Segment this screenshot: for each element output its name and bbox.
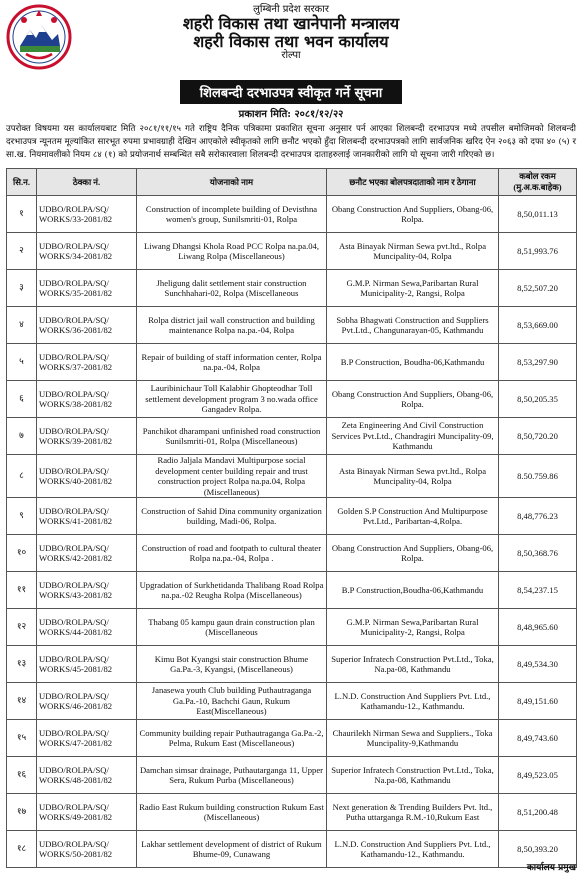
cell-contract-no: UDBO/ROLPA/SQ/ WORKS/36-2081/82 bbox=[37, 307, 137, 344]
cell-amount: 8,51,993.76 bbox=[499, 233, 577, 270]
cell-bidder: Zeta Engineering And Civil Construction Services Pvt.Ltd., Chandragiri Muncipality-09, Kathmandu bbox=[327, 418, 499, 455]
cell-amount: 8,54,237.15 bbox=[499, 572, 577, 609]
cell-amount: 8,48,965.60 bbox=[499, 609, 577, 646]
cell-sn: ४ bbox=[7, 307, 37, 344]
cell-project-name: Radio East Rukum building construction Rukum East (Miscellaneous) bbox=[137, 794, 327, 831]
cell-amount: 8,48,776.23 bbox=[499, 498, 577, 535]
cell-amount: 8,53,669.00 bbox=[499, 307, 577, 344]
table-row bbox=[7, 344, 577, 381]
cell-sn: १३ bbox=[7, 646, 37, 683]
cell-amount: 8,53,297.90 bbox=[499, 344, 577, 381]
cell-project-name: Repair of building of staff information center, Rolpa na.pa.-04, Rolpa bbox=[137, 344, 327, 381]
table-row bbox=[7, 794, 577, 831]
contracts-table bbox=[6, 168, 577, 868]
cell-contract-no: UDBO/ROLPA/SQ/ WORKS/37-2081/82 bbox=[37, 344, 137, 381]
table-row bbox=[7, 196, 577, 233]
cell-bidder: Sobha Bhagwati Construction and Suppliers Pvt.Ltd., Changunarayan-05, Kathmandu bbox=[327, 307, 499, 344]
cell-project-name: Lauribinichaur Toll Kalabhir Ghopteodhar Toll settlement development program 3 no.wada office Gangadev Rolpa. bbox=[137, 381, 327, 418]
cell-sn: ३ bbox=[7, 270, 37, 307]
cell-amount: 8,50,368.76 bbox=[499, 535, 577, 572]
cell-bidder: Obang Construction And Suppliers, Obang-06, Rolpa. bbox=[327, 535, 499, 572]
cell-project-name: Upgradation of Surkhetidanda Thalibang Road Rolpa na.pa.-02 Reugha Rolpa (Miscellaneous) bbox=[137, 572, 327, 609]
table-row bbox=[7, 381, 577, 418]
cell-project-name: Lakhar settlement development of district of Rukum Bhume-09, Cunawang bbox=[137, 831, 327, 868]
table-row bbox=[7, 646, 577, 683]
cell-contract-no: UDBO/ROLPA/SQ/ WORKS/35-2081/82 bbox=[37, 270, 137, 307]
cell-sn: ८ bbox=[7, 455, 37, 498]
cell-project-name: Janasewa youth Club building Puthautraganga Ga.Pa.-10, Bachchi Gaun, Rukum East(Miscellaneous) bbox=[137, 683, 327, 720]
cell-sn: १७ bbox=[7, 794, 37, 831]
col-contract-no: ठेक्का नं. bbox=[37, 169, 137, 196]
cell-amount: 8,50,393.20 bbox=[499, 831, 577, 868]
cell-sn: १२ bbox=[7, 609, 37, 646]
cell-contract-no: UDBO/ROLPA/SQ/ WORKS/49-2081/82 bbox=[37, 794, 137, 831]
cell-project-name: Damchan simsar drainage, Puthautarganga 11, Upper Sera, Rukum Purba (Miscellaneous) bbox=[137, 757, 327, 794]
cell-bidder: Obang Construction And Suppliers, Obang-06, Rolpa. bbox=[327, 381, 499, 418]
nepal-government-emblem-icon bbox=[6, 4, 72, 70]
cell-contract-no: UDBO/ROLPA/SQ/ WORKS/39-2081/82 bbox=[37, 418, 137, 455]
cell-project-name: Rolpa district jail wall construction and building maintenance Rolpa na.pa.-04, Rolpa bbox=[137, 307, 327, 344]
cell-project-name: Construction of Sahid Dina community organization building, Madi-06, Rolpa. bbox=[137, 498, 327, 535]
cell-project-name: Radio Jaljala Mandavi Multipurpose social development center building repair and trust construction project Rolpa na.pa.04, Rolpa (Miscellaneous) bbox=[137, 455, 327, 498]
cell-contract-no: UDBO/ROLPA/SQ/ WORKS/40-2081/82 bbox=[37, 455, 137, 498]
cell-project-name: Thabang 05 kampu gaun drain construction plan (Miscellaneous bbox=[137, 609, 327, 646]
cell-project-name: Panchikot dharampani unfinished road construction Sunilsmriti-01, Rolpa (Miscellaneous) bbox=[137, 418, 327, 455]
cell-project-name: Community building repair Puthautraganga Ga.Pa.-2, Pelma, Rukum East (Miscellaneous) bbox=[137, 720, 327, 757]
cell-project-name: Kimu Bot Kyangsi stair construction Bhume Ga.Pa.-3, Kyangsi, (Miscellaneous) bbox=[137, 646, 327, 683]
cell-project-name: Liwang Dhangsi Khola Road PCC Rolpa na.pa.04, Liwang Rolpa (Miscellaneous) bbox=[137, 233, 327, 270]
table-row bbox=[7, 455, 577, 498]
cell-amount: 8,50,205.35 bbox=[499, 381, 577, 418]
notice-intro: उपरोक्त विषयमा यस कार्यालयबाट मिति २०८१/११/१५ गते राष्ट्रिय दैनिक पत्रिकामा प्रकाशित सूचना अनुसार पर्न आएका शिलबन्दी दरभाउपत्र मध्ये तपसील बमोजिमको शिलबन्दी दरभाउपत्र न्यूनतम मूल्यांकित सारभूत रुपमा प्रभावग्राही देखिन आएकोले स्वीकृतको लागि छनौट भएको हुँदा शिलबन्दी दरभाउपत्रको लागि सार्वजनिक खरिद ऐन २०६३ को दफा ४० (५) र सा.ख. नियमावलीको नियम ८४ (१) को प्रयोजनार्थ सम्बन्धित सबै सरोकारवाला शिलबन्दी दरभाउपत्र दाताहरुलाई जानकारीको लागि यो सूचना जारी गरिएको छ। bbox=[6, 124, 576, 160]
table-row bbox=[7, 233, 577, 270]
cell-bidder: Asta Binayak Nirman Sewa pvt.ltd., Rolpa Muncipality-04, Rolpa bbox=[327, 455, 499, 498]
cell-sn: २ bbox=[7, 233, 37, 270]
col-bidder: छनौट भएका बोलपत्रदाताको नाम र ठेगाना bbox=[327, 169, 499, 196]
cell-sn: १४ bbox=[7, 683, 37, 720]
cell-sn: १ bbox=[7, 196, 37, 233]
cell-contract-no: UDBO/ROLPA/SQ/ WORKS/47-2081/82 bbox=[37, 720, 137, 757]
cell-contract-no: UDBO/ROLPA/SQ/ WORKS/33-2081/82 bbox=[37, 196, 137, 233]
cell-sn: ७ bbox=[7, 418, 37, 455]
cell-amount: 8,49,523.05 bbox=[499, 757, 577, 794]
table-row bbox=[7, 757, 577, 794]
cell-project-name: Jheligung dalit settlement stair construction Sunchhahari-02, Rolpa (Miscellaneous bbox=[137, 270, 327, 307]
cell-bidder: L.N.D. Construction And Suppliers Pvt. Ltd., Kathamandu-12., Kathmandu. bbox=[327, 831, 499, 868]
cell-sn: ९ bbox=[7, 498, 37, 535]
cell-amount: 8,49,743.60 bbox=[499, 720, 577, 757]
cell-amount: 8,51,200.48 bbox=[499, 794, 577, 831]
cell-sn: १८ bbox=[7, 831, 37, 868]
table-row bbox=[7, 831, 577, 868]
cell-bidder: B.P Construction,Boudha-06,Kathmandu bbox=[327, 572, 499, 609]
cell-bidder: L.N.D. Construction And Suppliers Pvt. Ltd., Kathamandu-12., Kathmandu. bbox=[327, 683, 499, 720]
cell-contract-no: UDBO/ROLPA/SQ/ WORKS/46-2081/82 bbox=[37, 683, 137, 720]
table-row bbox=[7, 270, 577, 307]
col-sn: सि.न. bbox=[7, 169, 37, 196]
cell-contract-no: UDBO/ROLPA/SQ/ WORKS/45-2081/82 bbox=[37, 646, 137, 683]
cell-amount: 8,49,151.60 bbox=[499, 683, 577, 720]
cell-sn: ६ bbox=[7, 381, 37, 418]
cell-sn: १६ bbox=[7, 757, 37, 794]
header-province: लुम्बिनी प्रदेश सरकार bbox=[253, 4, 329, 15]
cell-amount: 8,50,720.20 bbox=[499, 418, 577, 455]
cell-sn: ११ bbox=[7, 572, 37, 609]
publish-date: प्रकाशन मिति: २०८१/१२/२२ bbox=[238, 109, 344, 120]
cell-contract-no: UDBO/ROLPA/SQ/ WORKS/41-2081/82 bbox=[37, 498, 137, 535]
table-row bbox=[7, 572, 577, 609]
notice-title: शिलबन्दी दरभाउपत्र स्वीकृत गर्ने सूचना bbox=[180, 80, 402, 104]
cell-project-name: Construction of incomplete building of Devisthna women's group, Sunilsmriti-01, Rolpa bbox=[137, 196, 327, 233]
cell-contract-no: UDBO/ROLPA/SQ/ WORKS/48-2081/82 bbox=[37, 757, 137, 794]
cell-amount: 8,50,011.13 bbox=[499, 196, 577, 233]
cell-bidder: Asta Binayak Nirman Sewa pvt.ltd., Rolpa Muncipality-04, Rolpa bbox=[327, 233, 499, 270]
cell-sn: १५ bbox=[7, 720, 37, 757]
cell-amount: 8,49,534.30 bbox=[499, 646, 577, 683]
col-project-name: योजनाको नाम bbox=[137, 169, 327, 196]
cell-contract-no: UDBO/ROLPA/SQ/ WORKS/38-2081/82 bbox=[37, 381, 137, 418]
cell-sn: ५ bbox=[7, 344, 37, 381]
cell-amount: 8.50.759.86 bbox=[499, 455, 577, 498]
cell-bidder: G.M.P. Nirman Sewa,Paribartan Rural Municipality-2, Rangsi, Rolpa bbox=[327, 270, 499, 307]
cell-amount: 8,52,507.20 bbox=[499, 270, 577, 307]
cell-bidder: Next generation & Trending Builders Pvt. ltd., Putha uttarganga R.M.-10,Rukum East bbox=[327, 794, 499, 831]
table-row bbox=[7, 609, 577, 646]
cell-bidder: Golden S.P Construction And Multipurpose Pvt.Ltd., Paribartan-4,Rolpa. bbox=[327, 498, 499, 535]
cell-contract-no: UDBO/ROLPA/SQ/ WORKS/50-2081/82 bbox=[37, 831, 137, 868]
cell-bidder: Superior Infratech Construction Pvt.Ltd., Toka, Na.pa-08, Kathmandu bbox=[327, 646, 499, 683]
cell-bidder: B.P Construction, Boudha-06,Kathmandu bbox=[327, 344, 499, 381]
cell-contract-no: UDBO/ROLPA/SQ/ WORKS/43-2081/82 bbox=[37, 572, 137, 609]
header-ministry: शहरी विकास तथा खानेपानी मन्त्रालय bbox=[182, 14, 400, 33]
cell-contract-no: UDBO/ROLPA/SQ/ WORKS/44-2081/82 bbox=[37, 609, 137, 646]
cell-contract-no: UDBO/ROLPA/SQ/ WORKS/42-2081/82 bbox=[37, 535, 137, 572]
cell-bidder: Superior Infratech Construction Pvt.Ltd., Toka, Na.pa-08, Kathmandu bbox=[327, 757, 499, 794]
table-header-row bbox=[7, 169, 577, 196]
col-amount: कबोल रकम (मु.अ.क.बाहेक) bbox=[499, 169, 577, 196]
table-row bbox=[7, 498, 577, 535]
cell-bidder: G.M.P. Nirman Sewa,Paribartan Rural Municipality-2, Rangsi, Rolpa bbox=[327, 609, 499, 646]
table-row bbox=[7, 535, 577, 572]
table-row bbox=[7, 683, 577, 720]
cell-sn: १० bbox=[7, 535, 37, 572]
header-office: शहरी विकास तथा भवन कार्यालय bbox=[193, 31, 389, 51]
table-row bbox=[7, 307, 577, 344]
cell-bidder: Chaurilekh Nirman Sewa and Suppliers., Toka Muncipality-9,Kathmandu bbox=[327, 720, 499, 757]
header-district: रोल्पा bbox=[281, 50, 301, 62]
table-row bbox=[7, 418, 577, 455]
letterhead bbox=[0, 0, 582, 78]
cell-project-name: Construction of road and footpath to cultural theater Rolpa na.pa.-04, Rolpa . bbox=[137, 535, 327, 572]
table-row bbox=[7, 720, 577, 757]
cell-contract-no: UDBO/ROLPA/SQ/ WORKS/34-2081/82 bbox=[37, 233, 137, 270]
office-chief-signature: कार्यालय प्रमुख bbox=[526, 863, 576, 873]
cell-bidder: Obang Construction And Suppliers, Obang-06, Rolpa. bbox=[327, 196, 499, 233]
